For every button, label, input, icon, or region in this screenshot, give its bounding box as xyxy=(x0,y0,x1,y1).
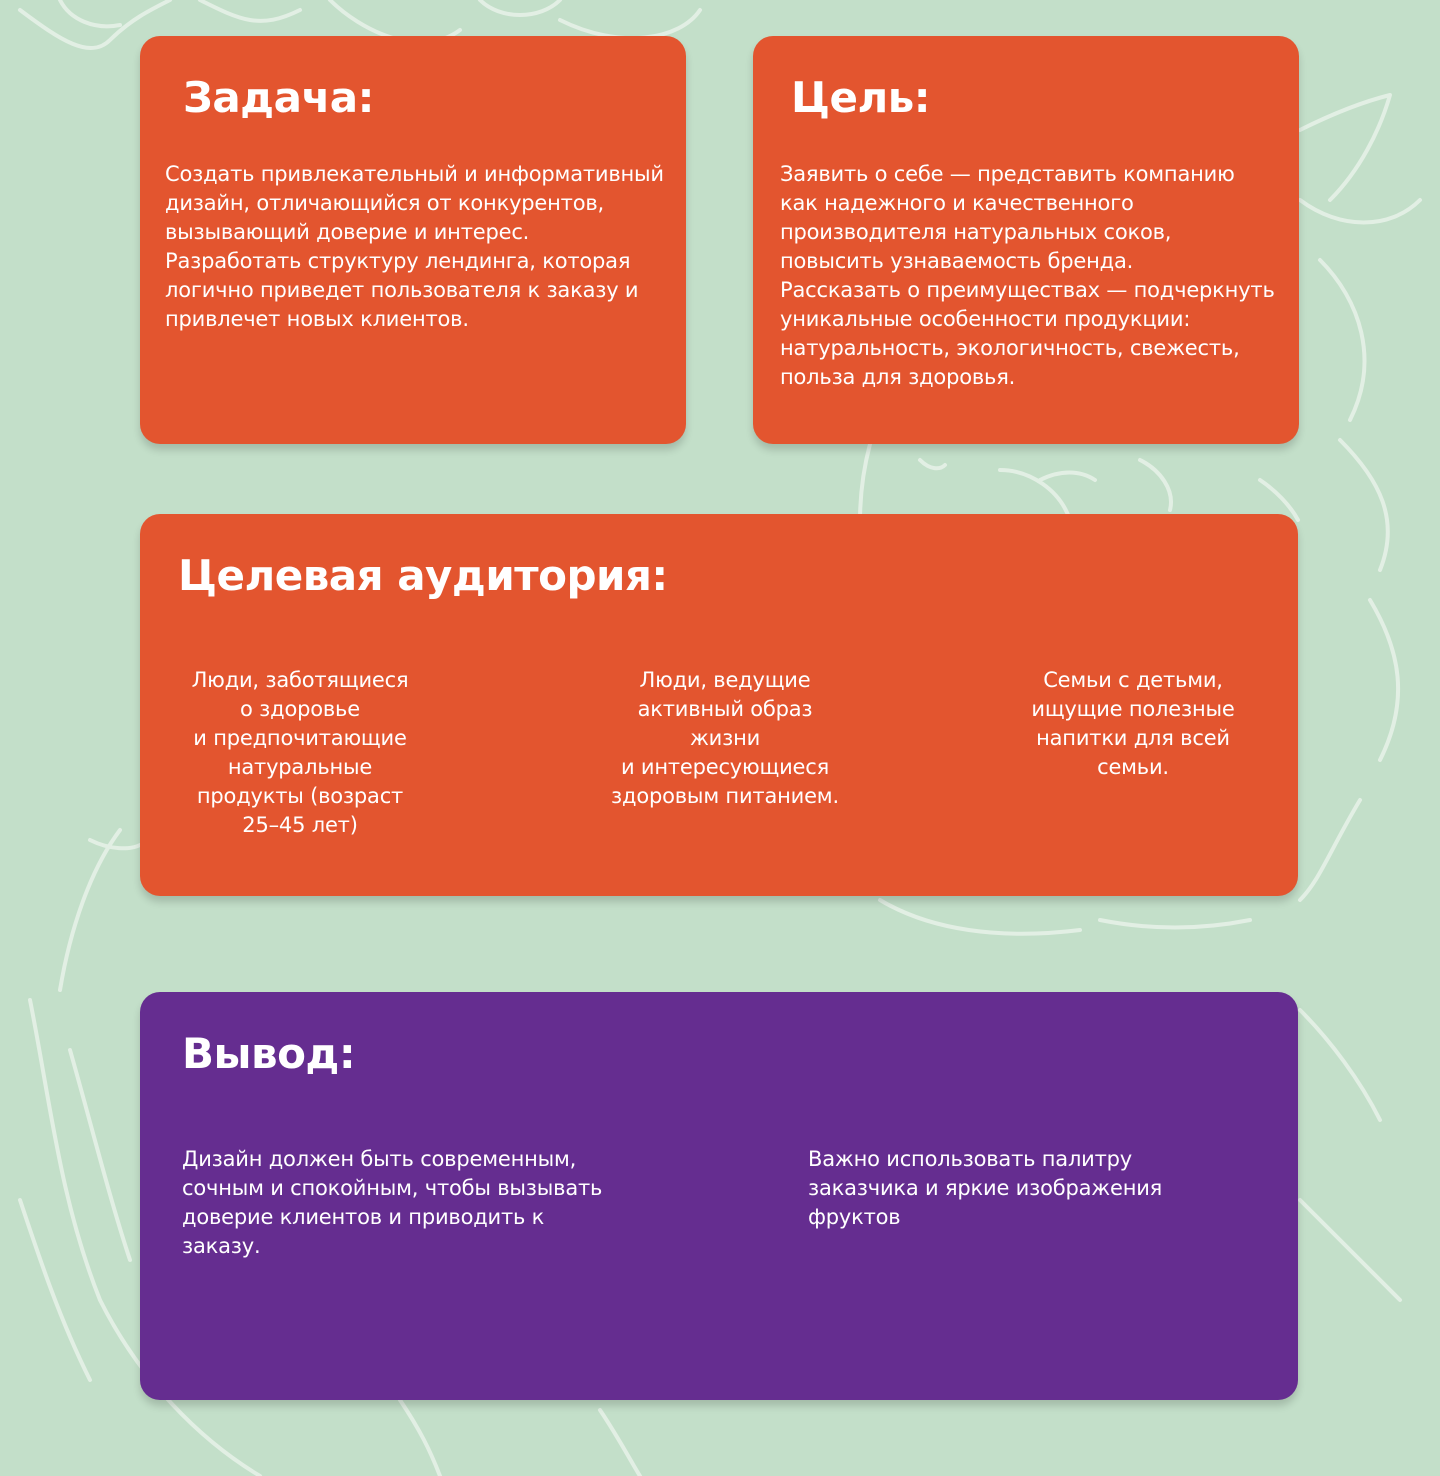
conclusion-card xyxy=(140,992,1298,1400)
task-title: Задача: xyxy=(183,73,374,122)
target-audience-card xyxy=(140,514,1298,896)
audience-segment-families: Семьи с детьми, ищущие полезные напитки для всей семьи. xyxy=(1031,668,1235,779)
conclusion-text-design: Дизайн должен быть современным, сочным и спокойным, чтобы вызывать доверие клиентов и приводить к заказу. xyxy=(182,1147,603,1258)
goal-card xyxy=(753,36,1299,444)
goal-text: Заявить о себе — представить компанию как надежного и качественного производителя натуральных соков, повысить узнаваемость бренда. Рассказать о преимуществах — подчеркнуть уникальные особенности продукции: натуральность, экологичность, свежесть, польза для здоровья. xyxy=(780,162,1275,389)
goal-title: Цель: xyxy=(791,73,931,122)
conclusion-title: Вывод: xyxy=(182,1029,356,1078)
audience-segment-active: Люди, ведущие активный образ жизни и интересующиеся здоровым питанием. xyxy=(611,668,839,808)
task-text: Создать привлекательный и информативный дизайн, отличающийся от конкурентов, вызывающий доверие и интерес. Разработать структуру лендинга, которая логично приведет пользователя к заказу и привлечет новых клиентов. xyxy=(165,162,664,331)
task-card xyxy=(140,36,686,444)
target-audience-title: Целевая аудитория: xyxy=(178,551,668,600)
audience-segment-health: Люди, заботящиеся о здоровье и предпочитающие натуральные продукты (возраст 25–45 лет) xyxy=(191,668,409,837)
conclusion-text-palette: Важно использовать палитру заказчика и яркие изображения фруктов xyxy=(808,1147,1163,1229)
